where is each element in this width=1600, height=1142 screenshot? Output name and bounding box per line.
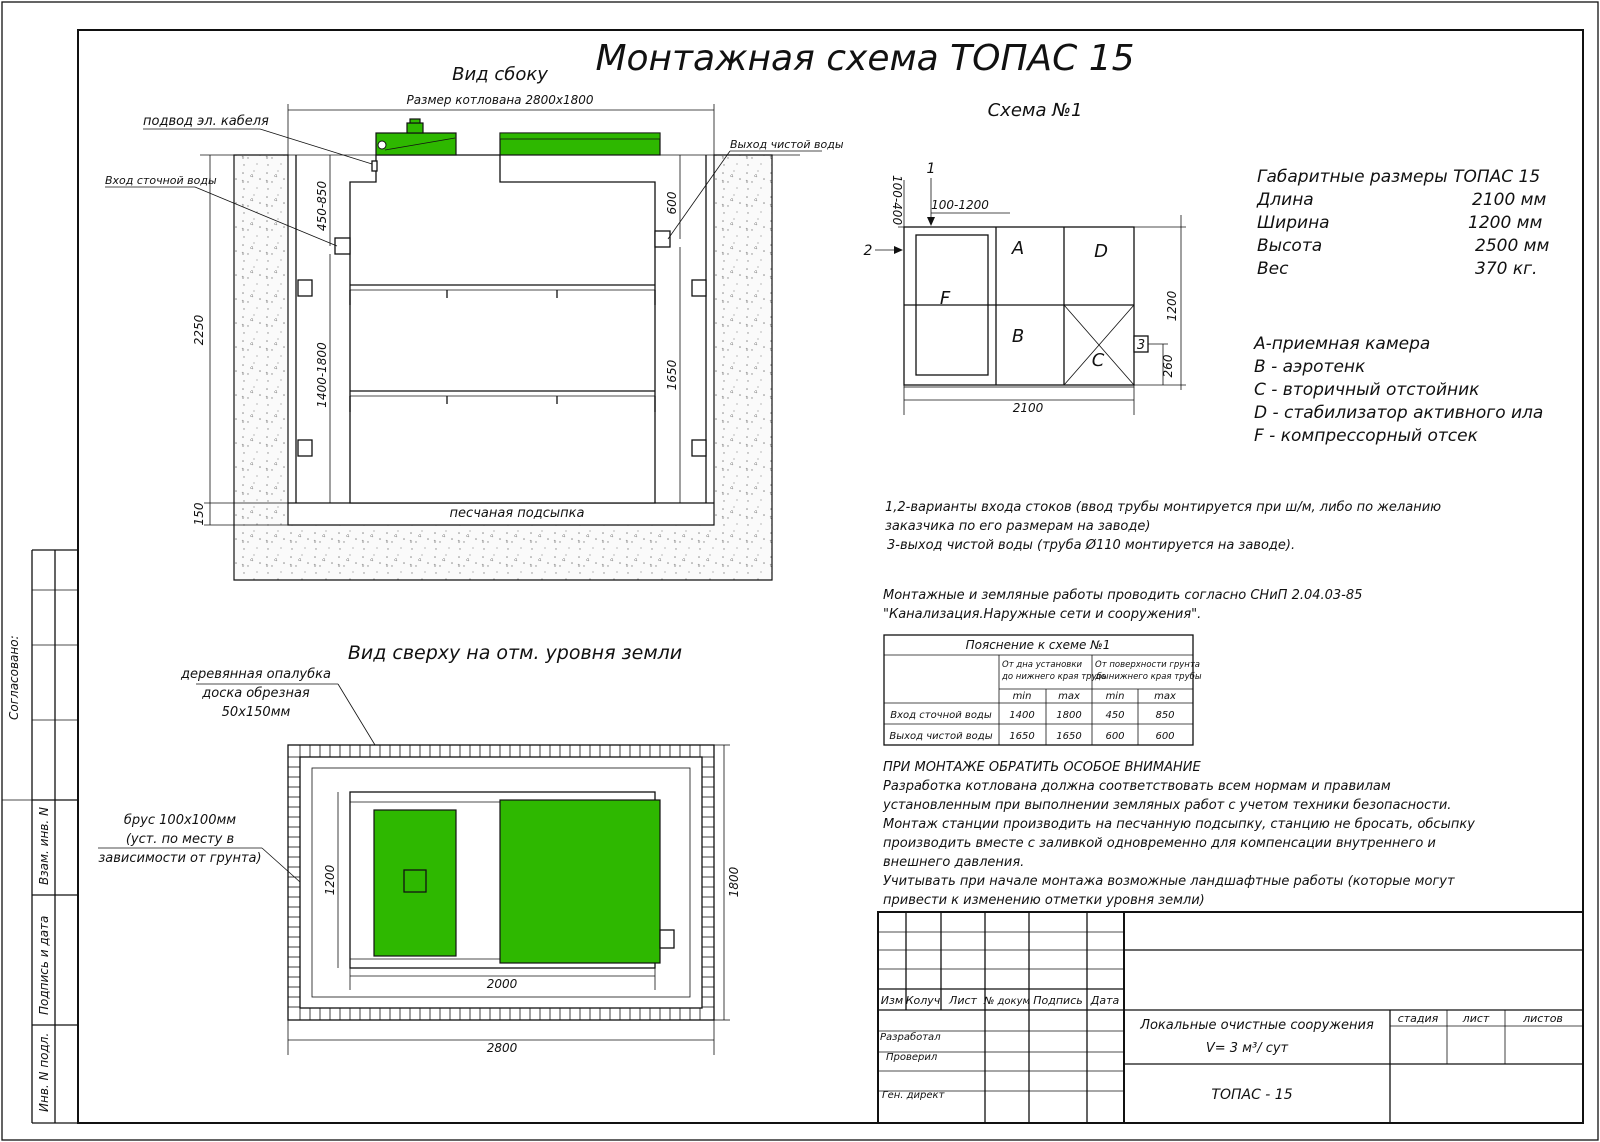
label-d: D: [1094, 241, 1108, 262]
sub-3: max: [1154, 691, 1176, 702]
attention: [882, 760, 1475, 908]
label-b: B: [1011, 326, 1025, 347]
label-c: C: [1091, 350, 1105, 371]
col-sign: Подпись: [1033, 994, 1083, 1007]
row-0-v1: 1800: [1056, 710, 1082, 721]
row-1-v0: 1650: [1009, 731, 1035, 742]
sand-label: песчаная подсыпка: [449, 506, 585, 521]
inv-exchange-label: Взам. инв. N: [37, 807, 51, 885]
dim-100-1200: 100-1200: [931, 198, 989, 212]
agreed-label: Согласовано:: [7, 635, 21, 720]
dim-260: 260: [1161, 354, 1175, 378]
inv-orig-label: Инв. N подл.: [37, 1032, 51, 1112]
row-0-v0: 1400: [1009, 710, 1035, 721]
dim-2250: 2250: [192, 314, 206, 346]
legend: [1253, 334, 1543, 446]
formwork-label-2: доска обрезная: [202, 686, 310, 701]
top-view-heading: Вид сверху на отм. уровня земли: [347, 642, 683, 664]
dim-1400-1800: 1400-1800: [315, 342, 329, 408]
variants-line-1: 1,2-варианты входа стоков (ввод трубы монтируется при ш/м, либо по желанию: [885, 500, 1442, 515]
attention-line-6: привести к изменению отметки уровня земли): [883, 893, 1205, 908]
table-caption: Пояснение к схеме №1: [965, 638, 1111, 652]
notes: [883, 500, 1441, 622]
col-list: Лист: [949, 994, 977, 1007]
spec-label-2: Высота: [1257, 236, 1323, 256]
attention-heading: ПРИ МОНТАЖЕ ОБРАТИТЬ ОСОБОЕ ВНИМАНИЕ: [883, 760, 1201, 775]
group1-line-2: до нижнего края трубы: [1002, 672, 1109, 682]
dim-600: 600: [665, 191, 679, 215]
legend-a: А-приемная камера: [1254, 334, 1431, 354]
tank-body: [350, 155, 655, 503]
dim-2100: 2100: [1012, 401, 1044, 415]
legend-f: F - компрессорный отсек: [1254, 426, 1478, 446]
formwork-label-1: деревянная опалубка: [181, 667, 331, 682]
outlet-label: Выход чистой воды: [730, 138, 844, 151]
snip-line-1: Монтажные и земляные работы проводить согласно СНиП 2.04.03-85: [883, 588, 1363, 603]
spec-label-3: Вес: [1257, 259, 1289, 279]
variants-line-2: заказчика по его размерам на заводе): [885, 519, 1151, 534]
page-title: Монтажная схема ТОПАС 15: [595, 38, 1135, 79]
row-1-label: Выход чистой воды: [889, 731, 993, 742]
top-dim-2800: 2800: [486, 1041, 518, 1055]
col-doc: № докум: [983, 996, 1031, 1007]
cable-label: подвод эл. кабеля: [143, 114, 269, 129]
row-0-v3: 850: [1155, 710, 1175, 721]
snip-line-2: "Канализация.Наружные сети и сооружения".: [883, 607, 1202, 622]
marker-1: 1: [926, 161, 936, 177]
legend-b: В - аэротенк: [1254, 357, 1366, 377]
scheme-1: [864, 100, 1186, 415]
stage-label: стадия: [1397, 1012, 1439, 1025]
explain-table: [884, 635, 1202, 745]
dim-450-850: 450-850: [315, 180, 329, 232]
legend-d: D - стабилизатор активного ила: [1254, 403, 1544, 423]
sheet-label: лист: [1462, 1012, 1490, 1025]
attention-line-4: внешнего давления.: [883, 855, 1025, 870]
spec-value-1: 1200 мм: [1468, 213, 1543, 233]
sub-1: max: [1058, 691, 1080, 702]
group2-line-1: От поверхности грунта: [1095, 660, 1200, 670]
beam-label-2: (уст. по месту в: [125, 832, 235, 847]
scheme-dim-1200: 1200: [1165, 290, 1179, 322]
row-1-v1: 1650: [1056, 731, 1082, 742]
row-1-v2: 600: [1105, 731, 1125, 742]
col-izm: Изм: [880, 994, 904, 1007]
marker-2: 2: [863, 243, 873, 259]
attention-line-3: производить вместе с заливкой одновременно для компенсации внутреннего и: [883, 836, 1436, 851]
sign-date-label: Подпись и дата: [37, 915, 51, 1015]
role-checker: Проверил: [886, 1052, 938, 1063]
sub-2: min: [1105, 691, 1125, 702]
compressor-lid: [376, 133, 456, 155]
dim-100-400: 100-400: [890, 174, 904, 226]
row-1-v3: 600: [1155, 731, 1175, 742]
spec-value-0: 2100 мм: [1472, 190, 1547, 210]
col-date: Дата: [1090, 994, 1120, 1007]
spec-value-2: 2500 мм: [1475, 236, 1550, 256]
side-view: [105, 64, 844, 580]
row-0-v2: 450: [1105, 710, 1125, 721]
spec-value-3: 370 кг.: [1475, 259, 1538, 279]
project-volume: V= 3 м³/ сут: [1205, 1041, 1289, 1056]
side-stamp: [2, 550, 78, 1123]
legend-c: С - вторичный отстойник: [1254, 380, 1480, 400]
role-director: Ген. директ: [882, 1090, 945, 1101]
row-0-label: Вход сточной воды: [890, 710, 992, 721]
side-view-heading: Вид сбоку: [452, 64, 548, 85]
specs-heading: Габаритные размеры ТОПАС 15: [1257, 167, 1541, 187]
title-block: [878, 912, 1583, 1123]
sheets-label: листов: [1523, 1012, 1563, 1025]
dim-1650: 1650: [665, 359, 679, 391]
top-view: [98, 642, 741, 1055]
project-name: Локальные очистные сооружения: [1140, 1018, 1374, 1033]
label-a: A: [1011, 238, 1025, 259]
beam-label-3: зависимости от грунта): [98, 851, 262, 866]
variants-line-3: 3-выход чистой воды (труба Ø110 монтируется на заводе).: [887, 538, 1296, 553]
spec-label-0: Длина: [1257, 190, 1314, 210]
scheme-heading: Схема №1: [987, 100, 1083, 121]
marker-3: 3: [1136, 338, 1146, 353]
label-f: F: [939, 288, 951, 309]
top-dim-1800: 1800: [727, 866, 741, 898]
group1-line-1: От дна установки: [1002, 660, 1082, 670]
product-name: ТОПАС - 15: [1211, 1087, 1293, 1103]
attention-line-2: Монтаж станции производить на песчанную подсыпку, станцию не бросать, обсыпку: [883, 817, 1475, 832]
top-dim-1200: 1200: [323, 864, 337, 896]
main-lid-top: [500, 800, 660, 963]
top-dim-2000: 2000: [486, 977, 518, 991]
role-developer: Разработал: [880, 1032, 941, 1043]
compressor-lid-top: [374, 810, 456, 956]
group2-line-2: до нижнего края трубы: [1095, 672, 1202, 682]
beam-label-1: брус 100x100мм: [123, 813, 237, 828]
attention-line-1: установленным при выполнении земляных работ с учетом техники безопасности.: [883, 798, 1452, 813]
formwork-label-3: 50x150мм: [221, 705, 291, 720]
col-koluch: Колуч: [905, 994, 941, 1007]
specs: [1256, 167, 1549, 279]
spec-label-1: Ширина: [1257, 213, 1330, 233]
pit-size-label: Размер котлована 2800x1800: [406, 93, 594, 107]
inlet-label: Вход сточной воды: [105, 174, 217, 187]
sub-0: min: [1012, 691, 1032, 702]
dim-150: 150: [192, 502, 206, 526]
attention-line-5: Учитывать при начале монтажа возможные ландшафтные работы (которые могут: [883, 874, 1455, 889]
attention-line-0: Разработка котлована должна соответствовать всем нормам и правилам: [883, 779, 1391, 794]
